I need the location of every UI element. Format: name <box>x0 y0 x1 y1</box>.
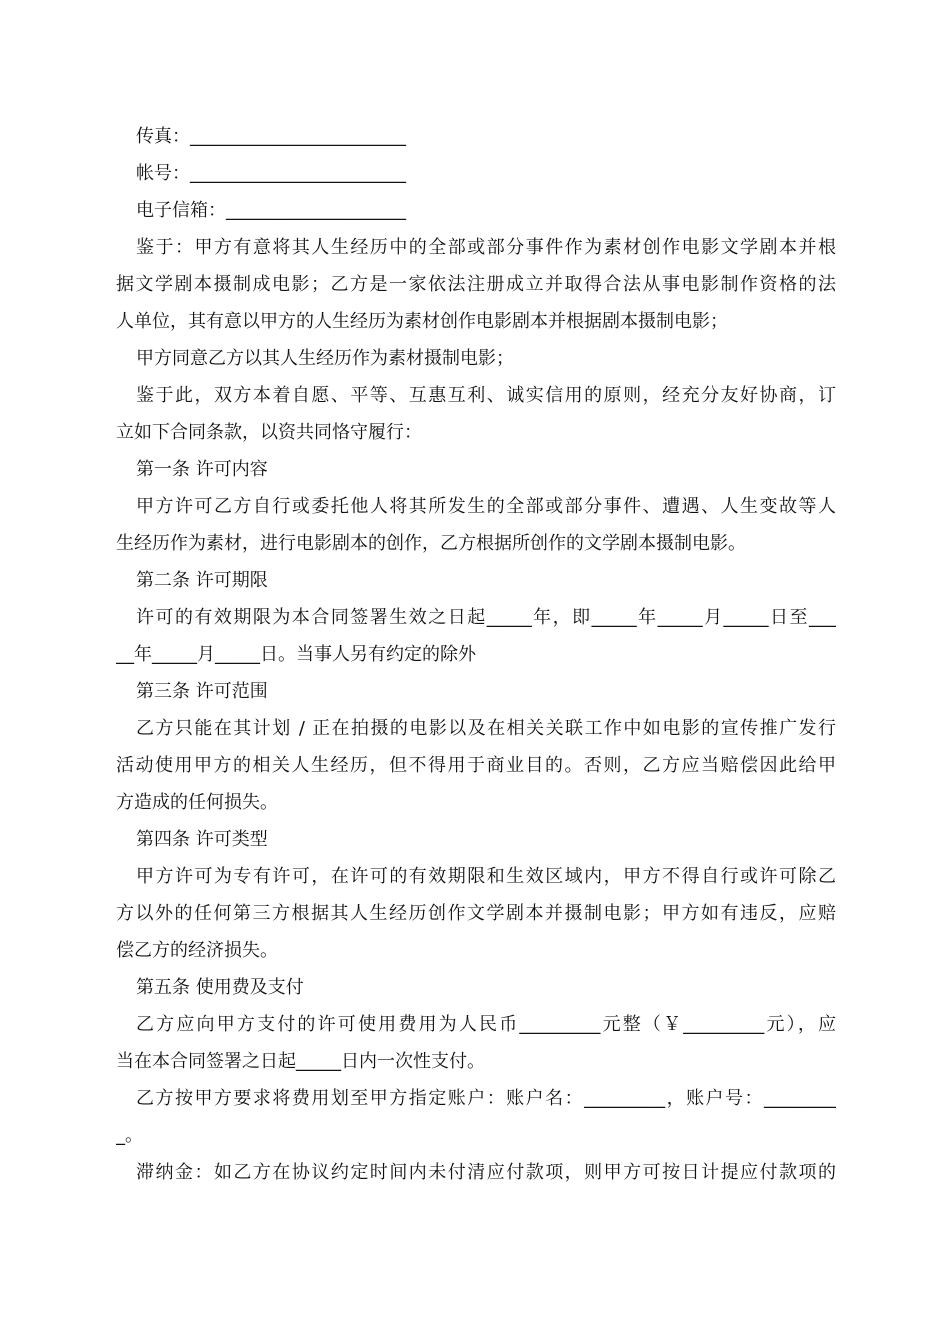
article-5-text-line-1: 乙方应向甲方支付的许可使用费用为人民币_________元整（￥_________元），应 <box>136 1014 836 1035</box>
article-2-heading: 第二条 许可期限 <box>136 570 268 591</box>
article-3-text-line-1: 乙方只能在其计划 / 正在拍摄的电影以及在相关关联工作中如电影的宣传推广发行 <box>136 718 836 739</box>
article-2-text-line-1: 许可的有效期限为本合同签署生效之日起_____年，即_____年_____月_____日至___ <box>136 607 836 628</box>
agreement-paragraph-line-1: 鉴于此，双方本着自愿、平等、互惠互利、诚实信用的原则，经充分友好协商，订 <box>136 385 836 406</box>
article-1-text-line-2: 生经历作为素材，进行电影剧本的创作，乙方根据所创作的文学剧本摄制电影。 <box>116 533 746 554</box>
account-field-line: 帐号：________________________ <box>136 163 406 184</box>
email-field-line: 电子信箱：____________________ <box>136 200 406 221</box>
consent-paragraph: 甲方同意乙方以其人生经历作为素材摄制电影； <box>136 348 514 369</box>
whereas-paragraph-line-2: 据文学剧本摄制成电影；乙方是一家依法注册成立并取得合法从事电影制作资格的法 <box>116 274 836 295</box>
article-5-heading: 第五条 使用费及支付 <box>136 977 304 998</box>
agreement-paragraph-line-2: 立如下合同条款，以资共同恪守履行： <box>116 422 422 443</box>
fax-field-line: 传真：________________________ <box>136 126 406 147</box>
payment-account-line-2: _。 <box>116 1125 143 1146</box>
document-body <box>116 118 836 1191</box>
whereas-paragraph-line-3: 人单位，其有意以甲方的人生经历为素材创作电影剧本并根据剧本摄制电影； <box>116 311 728 332</box>
article-4-text-line-3: 偿乙方的经济损失。 <box>116 940 278 961</box>
article-3-text-line-3: 方造成的任何损失。 <box>116 792 278 813</box>
article-4-heading: 第四条 许可类型 <box>136 829 268 850</box>
article-4-text-line-2: 方以外的任何第三方根据其人生经历创作文学剧本并摄制电影；甲方如有违反，应赔 <box>116 903 836 924</box>
article-5-text-line-2: 当在本合同签署之日起_____日内一次性支付。 <box>116 1051 485 1072</box>
article-1-heading: 第一条 许可内容 <box>136 459 268 480</box>
article-4-text-line-1: 甲方许可为专有许可，在许可的有效期限和生效区域内，甲方不得自行或许可除乙 <box>136 866 836 887</box>
whereas-paragraph-line-1: 鉴于：甲方有意将其人生经历中的全部或部分事件作为素材创作电影文学剧本并根 <box>136 237 836 258</box>
article-3-text-line-2: 活动使用甲方的相关人生经历，但不得用于商业目的。否则，乙方应当赔偿因此给甲 <box>116 755 836 776</box>
article-1-text-line-1: 甲方许可乙方自行或委托他人将其所发生的全部或部分事件、遭遇、人生变故等人 <box>136 496 836 517</box>
payment-account-line-1: 乙方按甲方要求将费用划至甲方指定账户：账户名：_________，账户号：________ <box>136 1088 836 1109</box>
article-3-heading: 第三条 许可范围 <box>136 681 268 702</box>
article-2-text-line-2: __年_____月_____日。当事人另有约定的除外 <box>116 644 476 665</box>
late-fee-line-1: 滞纳金：如乙方在协议约定时间内未付清应付款项，则甲方可按日计提应付款项的 <box>136 1162 836 1183</box>
